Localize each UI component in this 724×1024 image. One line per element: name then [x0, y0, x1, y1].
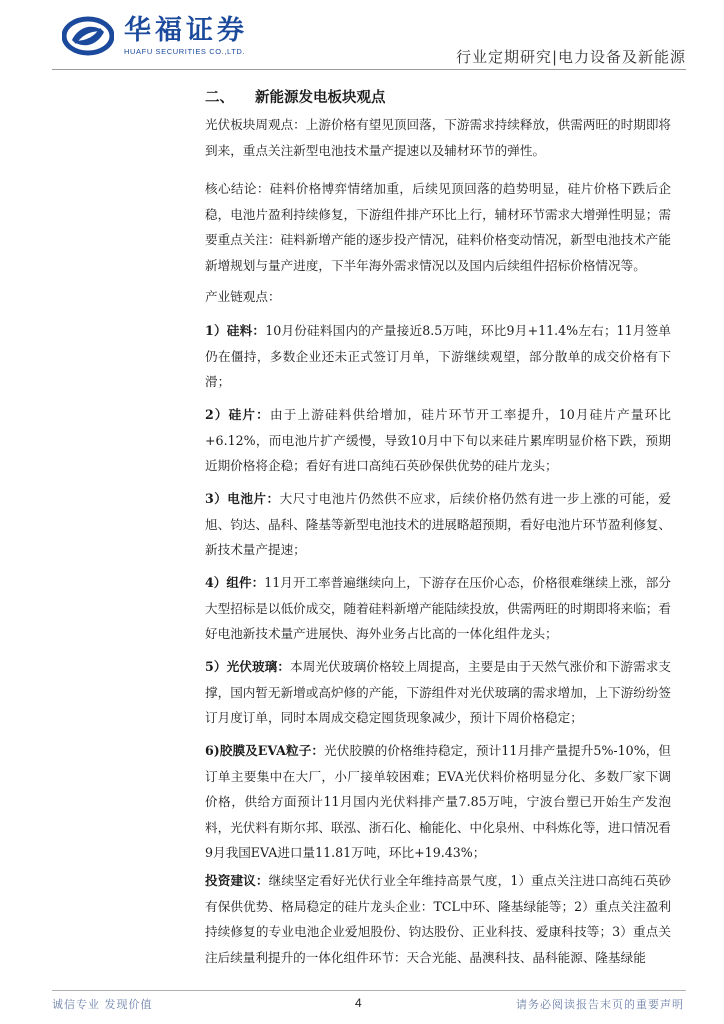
header-divider [52, 69, 686, 70]
company-logo [62, 16, 248, 56]
section-heading [205, 86, 685, 110]
paragraph-weekly-view [205, 112, 671, 163]
section-number: 二、 [205, 89, 234, 106]
paragraph-text: 上游价格有望见顶回落，下游需求持续释放，供需两旺的时期即将到来，重点关注新型电池技术量产提速以及辅材环节的弹性。 [205, 117, 672, 158]
paragraph-text: 光伏胶膜的价格维持稳定，预计11月排产量提升5%-10%，但订单主要集中在大厂，小厂接单较困难；EVA光伏料价格明显分化、多数厂家下调价格，供给方面预计11月国内光伏料排产量7.85万吨，宁波台塑已开始生产发泡料，光伏料有斯尔邦、联泓、浙石化、榆能化、中化泉州、中科炼化等，进口情况看9月我国EVA进口量11.81万吨，环比+19.43%； [205, 743, 671, 860]
paragraph-text: 大尺寸电池片仍然供不应求，后续价格仍然有进一步上涨的可能，爱旭、钧达、晶科、隆基等新型电池技术的进展略超预期，看好电池片环节盈利修复、新技术量产提速； [205, 491, 672, 557]
paragraph-wafer [205, 402, 671, 479]
section-title: 新能源发电板块观点 [255, 89, 386, 106]
paragraph-text: 由于上游硅料供给增加，硅片环节开工率提升，10月硅片产量环比+6.12%，而电池片扩产缓慢，导致10月中下旬以来硅片累库明显价格下跌，预期近期价格将企稳；看好有进口高纯石英砂保供优势的硅片龙头； [205, 407, 672, 473]
paragraph-lead: 投资建议： [205, 873, 269, 888]
paragraph-lead: 3）电池片： [205, 491, 280, 506]
footer-slogan: 诚信专业 发现价值 [52, 998, 153, 1011]
paragraph-text: 本周光伏玻璃价格较上周提高，主要是由于天然气涨价和下游需求支撑，国内暂无新增或高炉修的产能，下游组件对光伏玻璃的需求增加，上下游纷纷签订月度订单，同时本周成交稳定囤货现象减少，预计下周价格稳定； [205, 659, 671, 725]
logo-english-name: HUAFU SECURITIES CO.,LTD. [124, 47, 246, 56]
paragraph-lead: 光伏板块周观点： [205, 117, 306, 132]
page-number: 4 [355, 996, 362, 1010]
paragraph-lead: 6)胶膜及EVA粒子： [205, 743, 325, 758]
paragraph-text: 10月份硅料国内的产量接近8.5万吨，环比9月+11.4%左右；11月签单仍在僵持，多数企业还未正式签订月单，下游继续观望，部分散单的成交价格有下滑； [205, 323, 672, 389]
report-category-title: 行业定期研究|电力设备及新能源 [455, 48, 686, 66]
logo-chinese-name: 华福证券 [124, 15, 248, 46]
paragraph-lead: 4）组件： [205, 575, 265, 590]
paragraph-text: 硅料价格博弈情绪加重，后续见顶回落的趋势明显，硅片价格下跌后企稳，电池片盈利持续修复，下游组件排产环比上行，辅材环节需求大增弹性明显；需要重点关注：硅料新增产能的逐步投产情况，硅料价格变动情况，新型电池技术产能新增规划与量产进度，下半年海外需求情况以及国内后续组件招标价格情况等。 [205, 181, 672, 273]
footer-divider [52, 990, 686, 991]
paragraph-cell [205, 486, 671, 563]
paragraph-text: 11月开工率普遍继续向上，下游存在压价心态，价格很难继续上涨，部分大型招标是以低价成交，随着硅料新增产能陆续投放，供需两旺的时期即将来临；看好电池新技术量产进展快、海外业务占比高的一体化组件龙头； [205, 575, 671, 641]
paragraph-lead: 2）硅片： [205, 407, 270, 422]
paragraph-pv-glass [205, 654, 671, 731]
paragraph-lead: 产业链观点： [205, 289, 281, 304]
paragraph-module [205, 570, 671, 647]
paragraph-text: 继续坚定看好光伏行业全年维持高景气度，1）重点关注进口高纯石英砂有保供优势、格局稳定的硅片龙头企业：TCL中环、隆基绿能等；2）重点关注盈利持续修复的专业电池企业爱旭股份、钧达股份、正业科技、爱康科技等；3）重点关注后续量利提升的一体化组件环节：天合光能、晶澳科技、晶科能源、隆基绿能 [205, 873, 671, 965]
paragraph-polysilicon [205, 318, 671, 395]
paragraph-lead: 1）硅料： [205, 323, 266, 338]
footer-disclaimer: 请务必阅读报告末页的重要声明 [516, 998, 684, 1011]
paragraph-film-eva [205, 738, 671, 866]
paragraph-lead: 核心结论： [205, 181, 270, 196]
paragraph-core-conclusion [205, 176, 671, 278]
paragraph-chain-view [205, 284, 671, 310]
paragraph-lead: 5）光伏玻璃： [205, 659, 291, 674]
huafu-logo-icon [62, 16, 114, 56]
paragraph-investment-advice [205, 868, 671, 970]
